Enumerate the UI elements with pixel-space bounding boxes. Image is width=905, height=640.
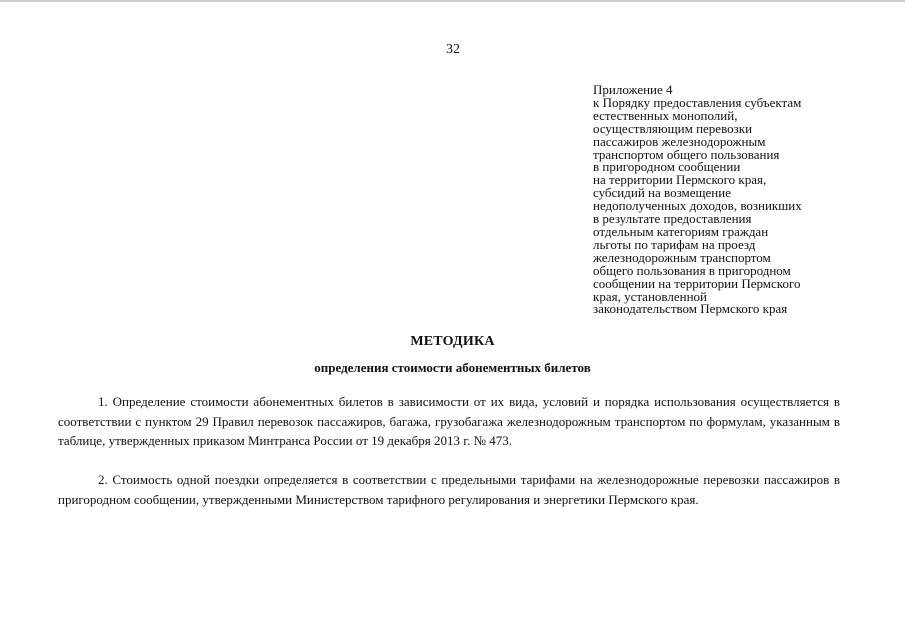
appendix-line: сообщении на территории Пермского	[593, 275, 801, 291]
paragraph-1: 1. Определение стоимости абонементных билетов в зависимости от их вида, условий и порядка использования осуществляется в соответствии с пунктом 29 Правил перевозок пассажиров, багажа, грузобагажа железнодорожным транспортом по формулам, указанным в таблице, утвержденных приказом Минтранса России от 19 декабря 2013 г. № 473.	[58, 394, 840, 448]
appendix-line: края, установленной	[593, 288, 707, 304]
appendix-line: осуществляющим перевозки	[593, 120, 753, 136]
appendix-line: к Порядку предоставления субъектам	[593, 94, 802, 110]
appendix-line: субсидий на возмещение	[593, 185, 731, 201]
document-subtitle: определения стоимости абонементных билетов	[314, 360, 591, 375]
appendix-line: отдельным категориям граждан	[593, 223, 769, 239]
appendix-line: транспортом общего пользования	[593, 146, 780, 162]
appendix-line: в пригородном сообщении	[593, 159, 741, 175]
document-title: МЕТОДИКА	[410, 334, 495, 349]
appendix-line: на территории Пермского края,	[593, 172, 767, 188]
paragraph-2: 2. Стоимость одной поездки определяется в соответствии с предельными тарифами на железнодорожные перевозки пассажиров в пригородном сообщении, утвержденными Министерством тарифного регулирования и энергетики Пермского края.	[58, 472, 840, 507]
appendix-line: законодательством Пермского края	[593, 301, 788, 317]
appendix-line: пассажиров железнодорожным	[593, 133, 766, 149]
appendix-line: естественных монополий,	[593, 107, 738, 123]
page-top-border	[0, 0, 905, 2]
appendix-block	[593, 84, 855, 316]
appendix-line: в результате предоставления	[593, 211, 752, 227]
appendix-line: льготы по тарифам на проезд	[593, 236, 756, 252]
appendix-line: общего пользования в пригородном	[593, 262, 791, 278]
appendix-line: недополученных доходов, возникших	[593, 198, 802, 214]
appendix-line: железнодорожным транспортом	[593, 249, 771, 265]
page-number: 32	[446, 42, 460, 57]
appendix-line: Приложение 4	[593, 82, 673, 97]
